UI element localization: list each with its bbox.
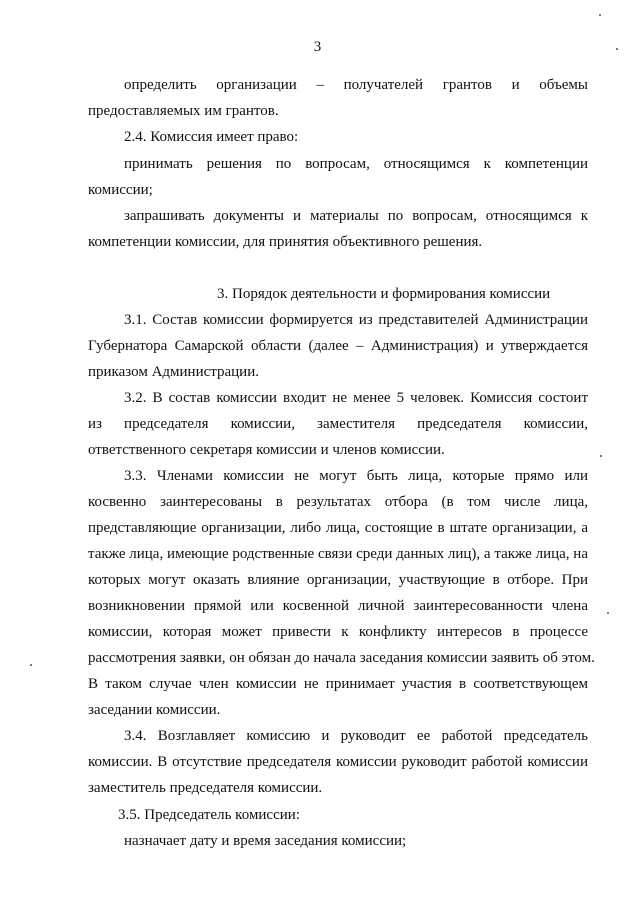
section-item-3-5: 3.5. Председатель комиссии: [118, 807, 300, 823]
scan-speck [616, 48, 618, 50]
section-item-2-4: 2.4. Комиссия имеет право: [124, 129, 299, 145]
text-line: рассмотрения заявки, он обязан до начала заседания комиссии заявить об этом. [88, 650, 595, 666]
text-line: заместитель председателя комиссии. [88, 780, 323, 796]
text-line: 3.3. Членами комиссии не могут быть лица, которые прямо или [124, 468, 588, 484]
text-line: комиссии, которая может привести к конфликту интересов в процессе [88, 624, 588, 640]
text-line: представляющие организации, либо лица, состоящие в штате организации, а [88, 520, 588, 536]
scan-speck [607, 612, 609, 614]
text-line: определить организации – получателей грантов и объемы [124, 77, 588, 93]
text-line: комиссии; [88, 182, 153, 198]
text-line: косвенно заинтересованы в результатах отбора (в том числе лица, [88, 494, 588, 510]
text-line: приказом Администрации. [88, 364, 259, 380]
text-line: 3.2. В состав комиссии входит не менее 5 человек. Комиссия состоит [124, 390, 588, 406]
text-line: Губернатора Самарской области (далее – Администрация) и утверждается [88, 338, 588, 354]
text-line: комиссии. В отсутствие председателя комиссии руководит работой комиссии [88, 754, 588, 770]
section-heading: 3. Порядок деятельности и формирования комиссии [217, 286, 551, 302]
text-line: которых могут оказать влияние организации, участвующие в отборе. При [88, 572, 588, 588]
page-number: 3 [313, 39, 322, 55]
text-line: возникновении прямой или косвенной личной заинтересованности члена [88, 598, 588, 614]
text-line: В таком случае член комиссии не принимает участия в соответствующем [88, 676, 588, 692]
scan-speck [600, 455, 602, 457]
text-line: запрашивать документы и материалы по вопросам, относящимся к [124, 208, 588, 224]
text-line: компетенции комиссии, для принятия объективного решения. [88, 234, 483, 250]
scan-speck [599, 14, 601, 16]
text-line: из председателя комиссии, заместителя председателя комиссии, [88, 416, 588, 432]
text-line: 3.4. Возглавляет комиссию и руководит ее работой председатель [124, 728, 588, 744]
text-line: предоставляемых им грантов. [88, 103, 279, 119]
text-line: заседании комиссии. [88, 702, 221, 718]
scan-speck [30, 664, 32, 666]
text-line: принимать решения по вопросам, относящимся к компетенции [124, 156, 588, 172]
text-line: 3.1. Состав комиссии формируется из представителей Администрации [124, 312, 588, 328]
text-line: также лица, имеющие родственные связи среди данных лиц), а также лица, на [88, 546, 588, 562]
text-line: назначает дату и время заседания комиссии; [124, 833, 407, 849]
text-line: ответственного секретаря комиссии и членов комиссии. [88, 442, 445, 458]
